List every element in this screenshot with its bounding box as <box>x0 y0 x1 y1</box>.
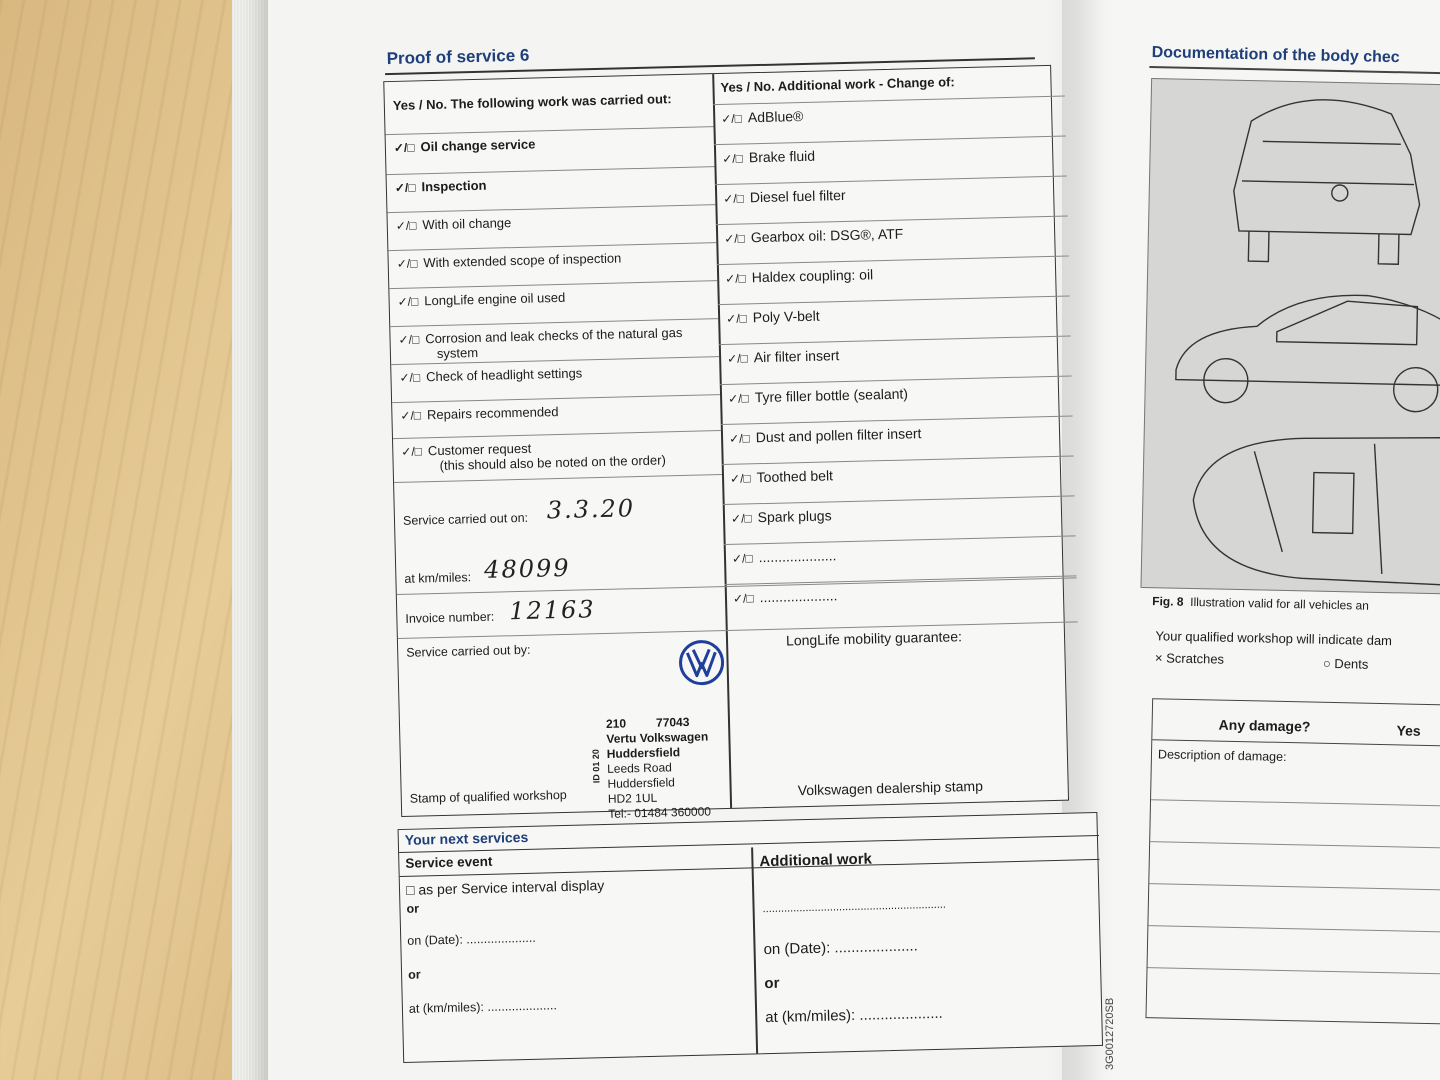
row-divider <box>388 242 716 251</box>
invoice-value: 12163 <box>508 595 596 626</box>
additional-work-label: Spark plugs <box>757 507 832 526</box>
additional-work-label: Diesel fuel filter <box>749 186 846 206</box>
additional-work-label: Haldex coupling: oil <box>751 266 874 286</box>
service-date-value: 3.3.20 <box>546 494 636 525</box>
form-title: Proof of service 6 <box>386 45 530 69</box>
additional-date-field[interactable]: on (Date): .................... <box>763 937 918 959</box>
row-divider <box>716 216 1068 226</box>
next-services-title: Your next services <box>404 828 529 848</box>
row-divider <box>1151 799 1440 806</box>
additional-work-item[interactable] <box>726 308 820 326</box>
stamp-postcode: HD2 1UL <box>607 790 658 806</box>
service-item-label: With extended scope of inspection <box>423 250 622 271</box>
checkbox-icon[interactable]: ✓/□ <box>395 218 417 233</box>
right-column-header: Yes / No. Additional work - Change of: <box>720 74 955 95</box>
additional-work-item[interactable] <box>730 467 833 486</box>
checkbox-icon[interactable]: ✓/□ <box>400 408 422 423</box>
service-item-label: LongLife engine oil used <box>424 289 566 309</box>
column-divider <box>751 847 758 1053</box>
or-label: or <box>407 967 421 982</box>
carried-by-label: Service carried out by: <box>406 642 531 660</box>
or-label: or <box>764 974 780 993</box>
service-item-label-line2: system <box>436 344 479 361</box>
row-divider <box>398 621 1078 639</box>
checkbox-icon[interactable]: ✓/□ <box>396 256 418 271</box>
checkbox-icon[interactable]: ✓/□ <box>721 111 743 126</box>
checkbox-icon[interactable]: ✓/□ <box>723 191 745 206</box>
checkbox-icon[interactable]: ✓/□ <box>732 591 754 606</box>
row-divider <box>720 375 1072 385</box>
checkbox-icon[interactable]: ✓/□ <box>398 332 420 347</box>
additional-work-item[interactable] <box>728 385 908 405</box>
service-item-label: Corrosion and leak checks of the natural gas <box>425 324 683 347</box>
service-table <box>383 65 1069 821</box>
dealer-stamp <box>606 714 711 821</box>
km-value: 48099 <box>483 553 571 584</box>
service-item-label: Check of headlight settings <box>425 365 583 385</box>
car-outline-icon <box>1142 79 1440 594</box>
service-item[interactable] <box>394 137 536 155</box>
next-services-table <box>398 812 1104 1063</box>
additional-work-item[interactable] <box>724 226 903 246</box>
stamp-codes: 210 77043 <box>605 714 690 731</box>
additional-work-item[interactable] <box>733 587 838 606</box>
checkbox-icon[interactable]: ✓/□ <box>731 551 753 566</box>
row-divider <box>714 136 1066 146</box>
checkbox-icon[interactable]: ✓/□ <box>397 294 419 309</box>
workshop-note: Your qualified workshop will indicate dam <box>1155 628 1393 649</box>
title-rule <box>1149 66 1440 74</box>
yes-option[interactable]: Yes <box>1396 722 1421 739</box>
stamp-workshop-label: Stamp of qualified workshop <box>409 787 567 806</box>
row-divider <box>386 126 714 135</box>
checkbox-icon[interactable]: ✓/□ <box>399 370 421 385</box>
service-item[interactable] <box>400 404 558 423</box>
checkbox-icon[interactable]: ✓/□ <box>728 431 750 446</box>
interval-display-option[interactable]: □ as per Service interval display <box>405 877 605 898</box>
body-check-page <box>1129 38 1440 1045</box>
row-divider <box>1152 739 1440 746</box>
service-item-label: Inspection <box>421 177 487 195</box>
service-item-label: With oil change <box>422 215 512 233</box>
proof-of-service-form <box>350 13 1074 1030</box>
stamp-name2: Huddersfield <box>606 745 681 761</box>
row-divider <box>387 166 715 175</box>
service-item-label: Repairs recommended <box>426 404 559 423</box>
row-divider <box>717 256 1069 266</box>
additional-work-item[interactable] <box>732 547 837 566</box>
body-check-title: Documentation of the body chec <box>1151 44 1400 67</box>
dealer-stamp-label: Volkswagen dealership stamp <box>797 777 984 799</box>
additional-km-field[interactable]: at (km/miles): .................... <box>765 1004 943 1027</box>
service-item-label: Customer request <box>427 440 532 459</box>
additional-work-item[interactable] <box>721 108 803 126</box>
additional-work-label: Brake fluid <box>748 147 816 166</box>
additional-work-label: .................... <box>758 547 837 566</box>
row-divider <box>387 204 715 213</box>
row-divider <box>722 455 1074 465</box>
service-item-label-line2: (this should also be noted on the order) <box>439 452 666 473</box>
dents-legend: ○ Dents <box>1322 655 1369 672</box>
row-divider <box>719 335 1071 345</box>
service-item[interactable] <box>399 365 582 384</box>
stamp-street: Leeds Road <box>606 760 673 776</box>
additional-work-item[interactable] <box>722 148 815 166</box>
checkbox-icon[interactable]: ✓/□ <box>393 140 415 155</box>
next-date-field[interactable]: on (Date): .................... <box>407 930 536 948</box>
service-item[interactable] <box>397 250 622 270</box>
row-divider <box>715 176 1067 186</box>
row-divider <box>389 280 717 289</box>
additional-work-item[interactable] <box>727 347 840 366</box>
document-code: 3G0012720SB <box>1104 997 1116 1070</box>
checkbox-icon[interactable]: ✓/□ <box>722 151 744 166</box>
invoice-label: Invoice number: <box>405 609 495 626</box>
additional-work-item[interactable] <box>729 425 922 446</box>
checkbox-icon[interactable]: ✓/□ <box>726 351 748 366</box>
next-km-field[interactable]: at (km/miles): .................... <box>408 998 557 1016</box>
checkbox-icon[interactable]: ✓/□ <box>724 231 746 246</box>
additional-work-item[interactable] <box>731 507 832 525</box>
additional-work-label: Air filter insert <box>753 347 840 366</box>
stamp-name1: Vertu Volkswagen <box>606 729 709 746</box>
row-divider <box>1150 841 1440 848</box>
checkbox-icon[interactable]: ✓/□ <box>725 271 746 286</box>
checkbox-icon[interactable]: ✓/□ <box>394 180 416 195</box>
additional-work-label: Dust and pollen filter insert <box>755 425 922 446</box>
guarantee-label: LongLife mobility guarantee: <box>785 628 963 649</box>
row-divider <box>723 495 1075 505</box>
additional-work-label: .................... <box>759 587 838 606</box>
row-divider <box>1148 925 1440 932</box>
additional-work-item[interactable] <box>725 266 873 286</box>
row-divider <box>713 96 1065 106</box>
additional-work-label: Toothed belt <box>756 467 834 486</box>
service-item-label: Oil change service <box>420 136 536 155</box>
additional-work-header: Additional work <box>759 850 873 871</box>
km-label: at km/miles: <box>404 570 472 586</box>
additional-work-label: Tyre filler bottle (sealant) <box>754 385 909 406</box>
service-date-label: Service carried out on: <box>402 510 529 528</box>
checkbox-icon[interactable]: ✓/□ <box>730 511 752 526</box>
row-divider <box>1149 883 1440 890</box>
additional-work-label: AdBlue® <box>747 107 804 126</box>
row-divider <box>1148 967 1440 974</box>
damage-table <box>1145 698 1440 1024</box>
row-divider <box>393 430 721 439</box>
left-column-header: Yes / No. The following work was carried out: <box>392 91 672 113</box>
additional-work-item[interactable] <box>723 187 846 206</box>
service-item[interactable] <box>395 178 487 195</box>
row-divider <box>725 575 1077 585</box>
stamp-phone: Tel:- 01484 360000 <box>608 804 712 821</box>
row-divider <box>721 415 1073 425</box>
row-divider <box>400 859 1100 877</box>
row-divider <box>718 295 1070 305</box>
damage-description-label: Description of damage: <box>1157 747 1287 765</box>
row-divider <box>394 474 722 483</box>
service-event-header: Service event <box>405 853 493 871</box>
additional-work-label: Gearbox oil: DSG®, ATF <box>750 225 904 246</box>
stamp-side-code: ID 01 20 <box>590 749 602 784</box>
service-item[interactable] <box>401 437 666 473</box>
row-divider <box>724 535 1076 545</box>
checkbox-icon[interactable]: ✓/□ <box>725 311 747 326</box>
any-damage-label: Any damage? <box>1218 716 1311 735</box>
service-item[interactable] <box>396 215 512 233</box>
additional-work-line[interactable]: ............................................................ <box>762 898 947 916</box>
scratches-legend: × Scratches <box>1154 650 1225 667</box>
stamp-town: Huddersfield <box>607 775 676 791</box>
additional-work-label: Poly V-belt <box>752 307 820 326</box>
volkswagen-logo <box>678 639 725 686</box>
checkbox-icon[interactable]: ✓/□ <box>727 391 749 406</box>
or-label: or <box>406 901 420 916</box>
service-item[interactable] <box>397 290 565 309</box>
figure-caption: Fig. 8 Illustration valid for all vehicles an <box>1152 594 1370 613</box>
row-divider <box>392 394 720 403</box>
car-diagram-panel <box>1140 78 1440 595</box>
service-item[interactable] <box>398 325 683 362</box>
checkbox-icon[interactable]: ✓/□ <box>729 471 751 486</box>
checkbox-icon[interactable]: ✓/□ <box>401 444 423 459</box>
